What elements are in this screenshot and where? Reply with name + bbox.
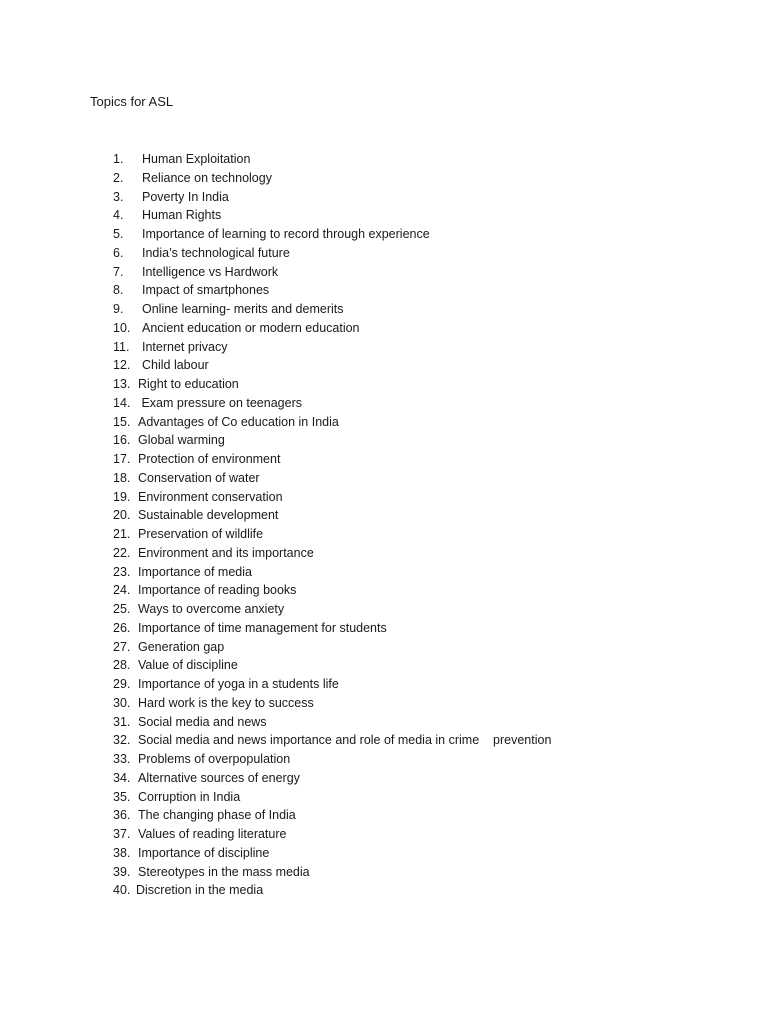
topic-item bbox=[113, 769, 733, 788]
topic-text: Human Exploitation bbox=[142, 152, 251, 166]
topic-text: Importance of media bbox=[138, 564, 252, 579]
topic-number: 28. bbox=[113, 658, 131, 673]
topic-number: 1. bbox=[113, 152, 124, 166]
topic-text: Importance of learning to record through experience bbox=[142, 227, 430, 241]
topic-number: 7. bbox=[113, 264, 124, 279]
topic-number: 33. bbox=[113, 752, 131, 766]
topic-number: 11. bbox=[113, 339, 130, 354]
topic-text: Poverty In India bbox=[142, 189, 229, 204]
topic-item bbox=[113, 600, 733, 619]
topic-item bbox=[113, 469, 733, 488]
topic-text: Values of reading literature bbox=[138, 827, 287, 841]
topic-number: 10. bbox=[113, 320, 131, 335]
topic-number: 13. bbox=[113, 377, 131, 391]
topic-text: Problems of overpopulation bbox=[138, 752, 291, 766]
topic-number: 15. bbox=[113, 414, 131, 429]
topic-number: 36. bbox=[113, 808, 131, 823]
topic-text: Corruption in India bbox=[138, 789, 241, 804]
topic-item bbox=[113, 563, 733, 582]
topic-number: 14. bbox=[113, 395, 131, 410]
topic-number: 16. bbox=[113, 433, 131, 448]
topic-number: 39. bbox=[113, 864, 131, 879]
topic-text: Ways to overcome anxiety bbox=[138, 602, 285, 616]
topic-item bbox=[113, 263, 733, 282]
topic-text: Protection of environment bbox=[138, 452, 281, 466]
topic-text: Social media and news importance and role of media in crime prevention bbox=[138, 733, 552, 748]
topic-number: 31. bbox=[113, 714, 131, 729]
topic-item bbox=[113, 806, 733, 825]
topic-number: 8. bbox=[113, 283, 124, 298]
topic-number: 3. bbox=[113, 189, 124, 204]
topic-number: 6. bbox=[113, 245, 124, 260]
topic-number: 23. bbox=[113, 564, 131, 579]
topic-text: Environment and its importance bbox=[138, 545, 314, 560]
topic-item bbox=[113, 656, 733, 675]
topic-number: 17. bbox=[113, 452, 131, 466]
topic-number: 35. bbox=[113, 789, 131, 804]
topic-text: Human Rights bbox=[142, 208, 222, 223]
topic-number: 5. bbox=[113, 227, 124, 241]
document-title: Topics for ASL bbox=[90, 94, 174, 109]
topic-item bbox=[113, 413, 733, 432]
topic-text: Child labour bbox=[142, 358, 209, 373]
topic-text: Stereotypes in the mass media bbox=[138, 864, 310, 879]
topic-list bbox=[113, 150, 733, 900]
topic-text: Advantages of Co education in India bbox=[138, 414, 339, 429]
topic-number: 18. bbox=[113, 470, 131, 485]
topic-item bbox=[113, 713, 733, 732]
topic-item bbox=[113, 244, 733, 263]
topic-item bbox=[113, 488, 733, 507]
topic-text: Alternative sources of energy bbox=[138, 770, 300, 785]
topic-number: 29. bbox=[113, 677, 131, 691]
topic-text: Ancient education or modern education bbox=[142, 320, 360, 335]
topic-text: Generation gap bbox=[138, 639, 225, 654]
topic-text: Impact of smartphones bbox=[142, 283, 270, 298]
topic-text: Hard work is the key to success bbox=[138, 695, 314, 710]
topic-item bbox=[113, 300, 733, 319]
topic-text: Conservation of water bbox=[138, 470, 260, 485]
topic-item bbox=[113, 544, 733, 563]
topic-item bbox=[113, 844, 733, 863]
topic-number: 34. bbox=[113, 770, 131, 785]
topic-item bbox=[113, 394, 733, 413]
topic-number: 20. bbox=[113, 508, 131, 523]
topic-item bbox=[113, 188, 733, 207]
topic-item bbox=[113, 319, 733, 338]
topic-number: 26. bbox=[113, 620, 131, 635]
topic-item bbox=[113, 150, 733, 169]
topic-item bbox=[113, 506, 733, 525]
topic-item bbox=[113, 450, 733, 469]
topic-text: Importance of yoga in a students life bbox=[138, 677, 339, 691]
topic-item bbox=[113, 581, 733, 600]
topic-item bbox=[113, 881, 733, 900]
topic-item bbox=[113, 225, 733, 244]
topic-number: 38. bbox=[113, 845, 131, 860]
topic-number: 25. bbox=[113, 602, 131, 616]
topic-text: Sustainable development bbox=[138, 508, 279, 523]
topic-item bbox=[113, 356, 733, 375]
topic-number: 22. bbox=[113, 545, 131, 560]
topic-text: Exam pressure on teenagers bbox=[138, 395, 302, 410]
topic-text: Social media and news bbox=[138, 714, 267, 729]
topic-item bbox=[113, 431, 733, 450]
topic-text: Right to education bbox=[138, 377, 239, 391]
topic-item bbox=[113, 731, 733, 750]
topic-item bbox=[113, 525, 733, 544]
topic-item bbox=[113, 863, 733, 882]
topic-number: 40. bbox=[113, 883, 131, 898]
topic-number: 30. bbox=[113, 695, 131, 710]
topic-text: Preservation of wildlife bbox=[138, 527, 264, 541]
topic-item bbox=[113, 206, 733, 225]
topic-text: Environment conservation bbox=[138, 489, 283, 504]
topic-text: Reliance on technology bbox=[142, 170, 272, 185]
topic-item bbox=[113, 619, 733, 638]
topic-text: Global warming bbox=[138, 433, 225, 448]
topic-item bbox=[113, 788, 733, 807]
topic-text: Importance of discipline bbox=[138, 845, 270, 860]
topic-number: 19. bbox=[113, 489, 131, 504]
topic-text: Importance of reading books bbox=[138, 583, 297, 598]
topic-text: Internet privacy bbox=[142, 339, 228, 354]
topic-text: Online learning- merits and demerits bbox=[142, 302, 344, 316]
topic-text: Intelligence vs Hardwork bbox=[142, 264, 279, 279]
topic-number: 2. bbox=[113, 170, 124, 185]
topic-item bbox=[113, 638, 733, 657]
topic-number: 9. bbox=[113, 302, 124, 316]
topic-text: Discretion in the media bbox=[136, 883, 264, 898]
topic-item bbox=[113, 338, 733, 357]
topic-item bbox=[113, 375, 733, 394]
topic-number: 27. bbox=[113, 639, 131, 654]
topic-number: 32. bbox=[113, 733, 131, 748]
topic-item bbox=[113, 169, 733, 188]
topic-item bbox=[113, 750, 733, 769]
topic-text: Value of discipline bbox=[138, 658, 238, 673]
topic-text: India’s technological future bbox=[142, 245, 290, 260]
topic-text: The changing phase of India bbox=[138, 808, 296, 823]
topic-number: 21. bbox=[113, 527, 131, 541]
topic-item bbox=[113, 825, 733, 844]
topic-number: 24. bbox=[113, 583, 131, 598]
topic-number: 4. bbox=[113, 208, 124, 223]
topic-item bbox=[113, 675, 733, 694]
topic-item bbox=[113, 694, 733, 713]
topic-item bbox=[113, 281, 733, 300]
topic-text: Importance of time management for students bbox=[138, 620, 387, 635]
topic-number: 37. bbox=[113, 827, 131, 841]
topic-number: 12. bbox=[113, 358, 131, 373]
